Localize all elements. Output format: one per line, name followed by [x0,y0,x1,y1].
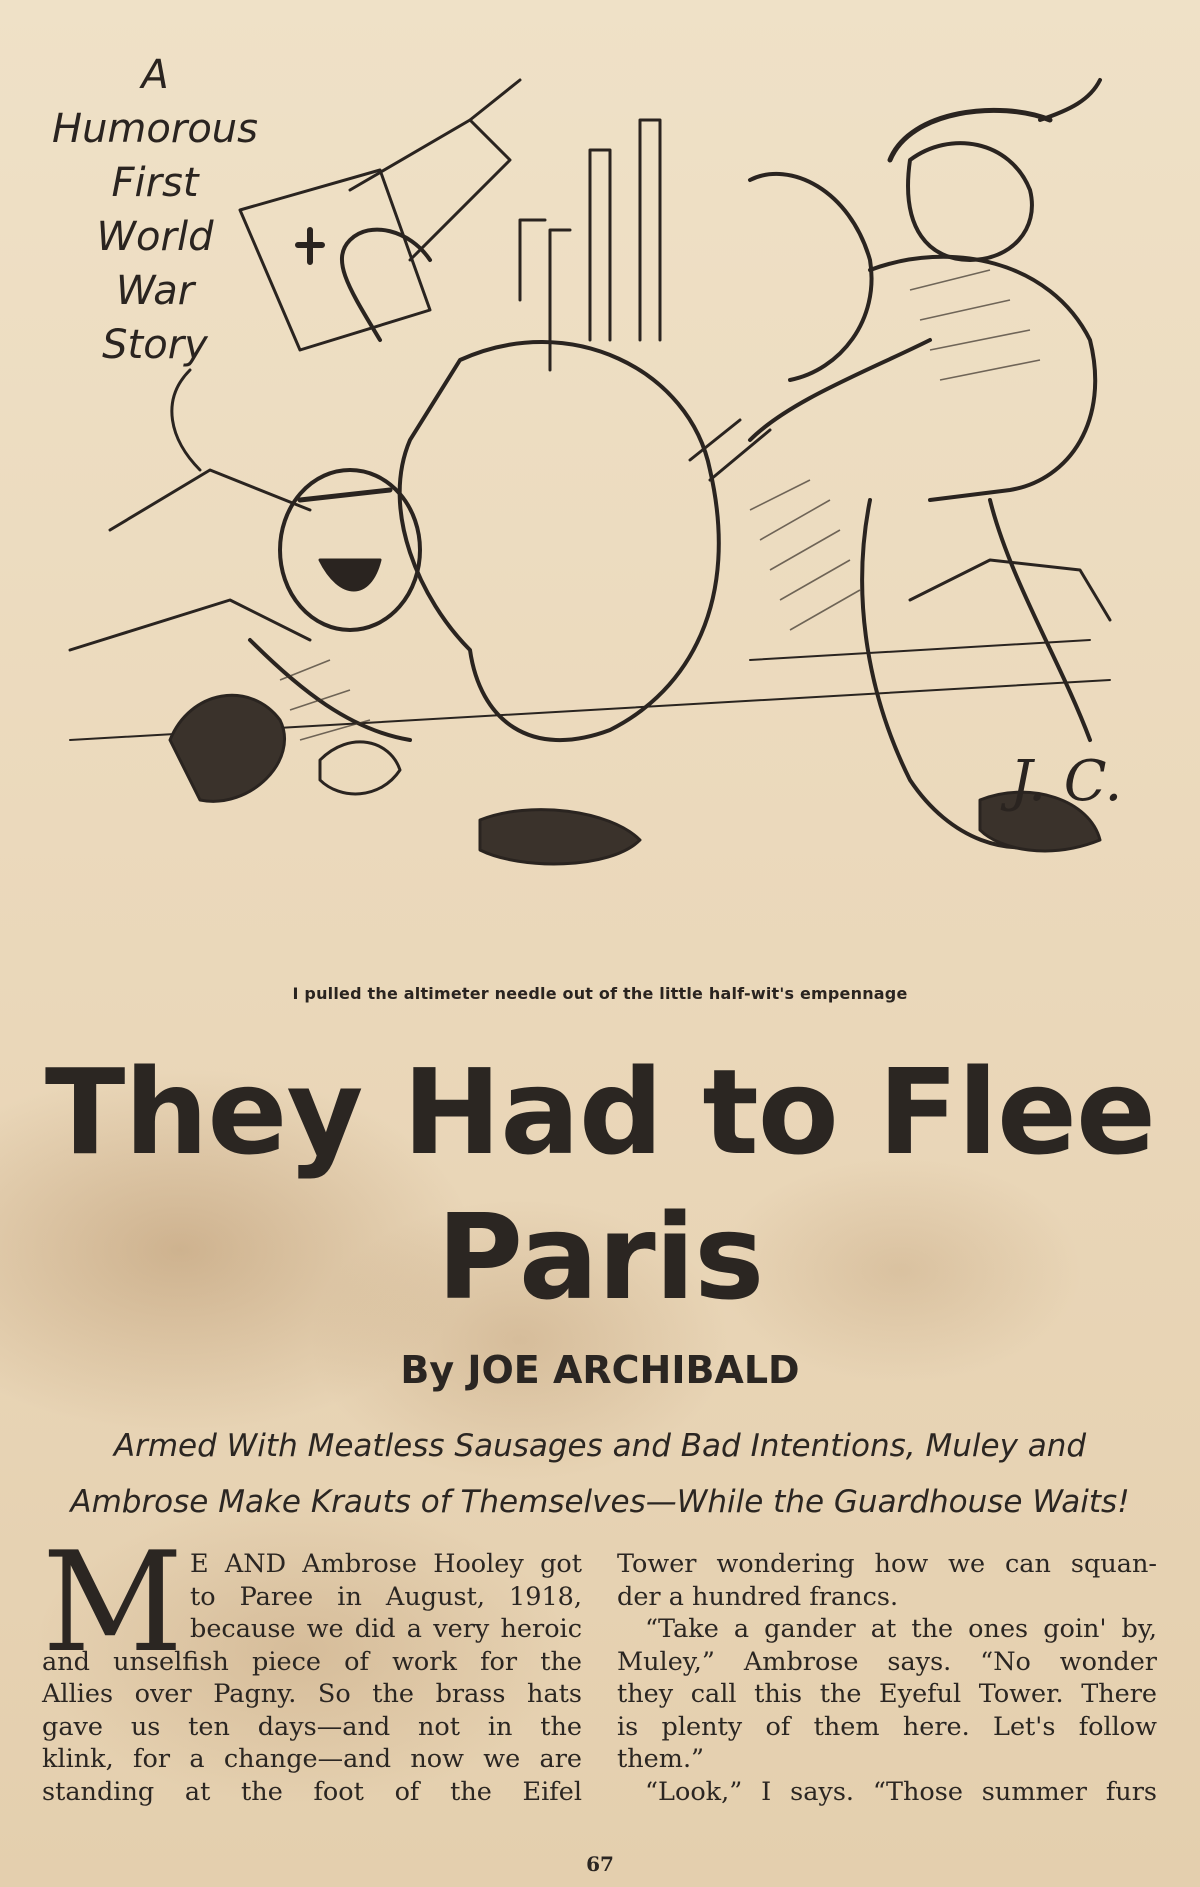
body-line: “Look,” I says. “Those summer furs [645,1776,1157,1807]
page-number: 67 [586,1852,614,1876]
body-line: and unselfish piece of work for the [42,1646,582,1677]
body-line: standing at the foot of the Eifel [42,1776,582,1807]
kicker-line: A [141,52,169,98]
kicker-line: War [115,268,195,314]
kicker-line: First [111,160,199,206]
body-line: them.” [617,1744,705,1774]
illustration-caption: I pulled the altimeter needle out of the little half-wit's empennage [292,984,908,1003]
byline: By JOE ARCHIBALD [400,1348,800,1392]
body-line: to Paree in August, 1918, [190,1581,582,1612]
body-line: because we did a very heroic [190,1614,582,1644]
body-line: klink, for a change—and now we are [42,1744,582,1774]
artist-signature: J. C. [1010,749,1123,814]
body-line: der a hundred francs. [617,1581,899,1612]
drop-cap: M [42,1522,184,1683]
kicker-line: Story [102,322,208,368]
body-line: Allies over Pagny. So the brass hats [42,1679,582,1709]
body-line: is plenty of them here. Let's follow [617,1711,1157,1742]
body-line: “Take a gander at the ones goin' by, [645,1614,1157,1644]
kicker-line: World [96,214,214,260]
body-line: E AND Ambrose Hooley got [190,1549,582,1579]
story-deck [40,1418,1160,1530]
body-line: they call this the Eyeful Tower. There [617,1679,1157,1709]
story-kicker [40,48,270,372]
body-line: gave us ten days—and not in the [42,1711,582,1742]
title-line: They Had to Flee [44,1043,1156,1181]
body-line: Tower wondering how we can squan- [617,1549,1157,1579]
story-column-left [42,1522,582,1808]
body-line: Muley,” Ambrose says. “No wonder [617,1646,1157,1677]
title-line: Paris [436,1188,764,1326]
deck-line: Ambrose Make Krauts of Themselves—While the Guardhouse Waits! [70,1484,1130,1520]
kicker-line: Humorous [52,106,258,152]
story-column-right [617,1548,1157,1808]
story-title [20,1040,1180,1330]
deck-line: Armed With Meatless Sausages and Bad Intentions, Muley and [113,1428,1087,1464]
